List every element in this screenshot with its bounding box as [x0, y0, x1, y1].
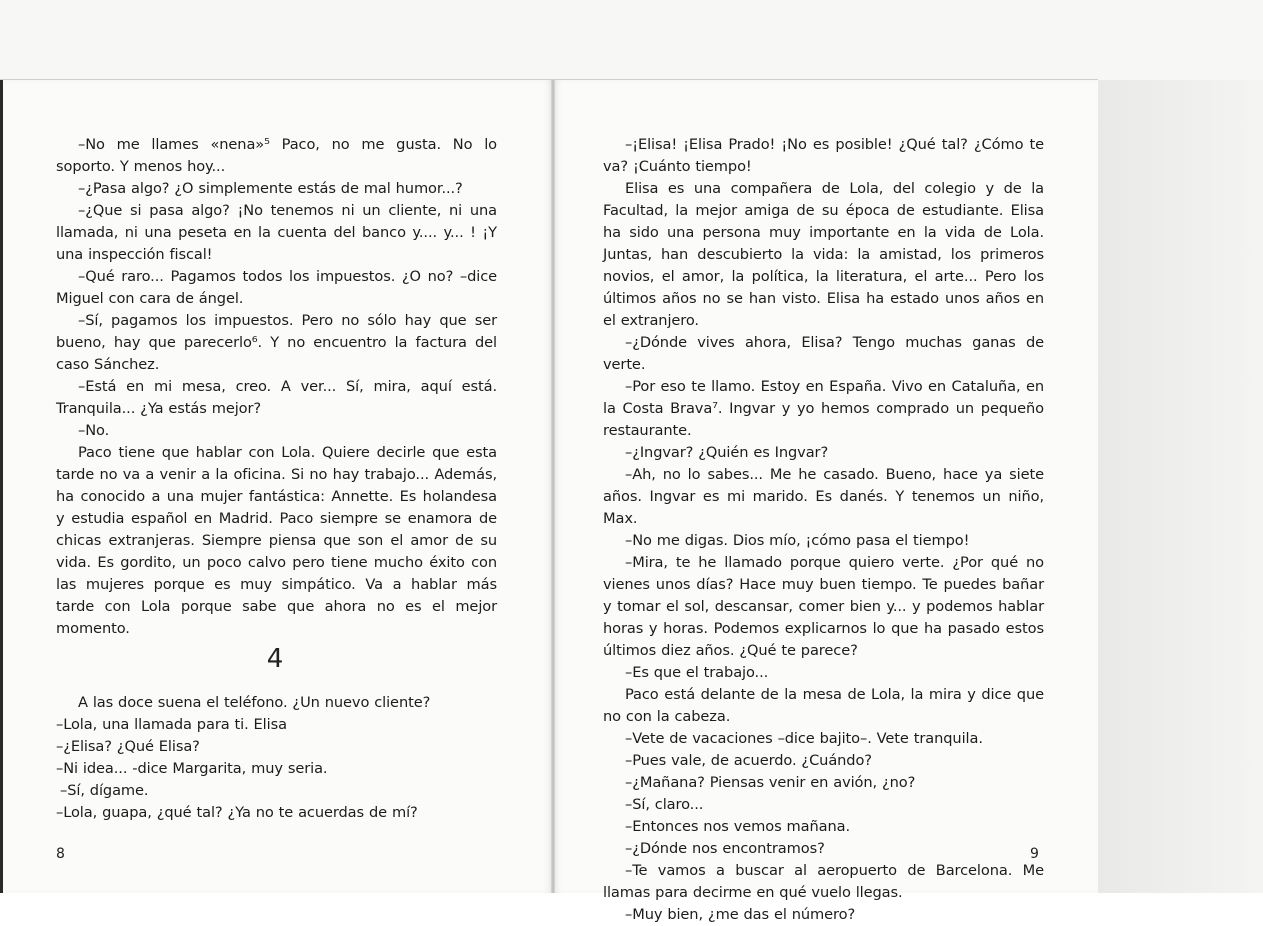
right-page-text [603, 134, 1044, 926]
chapter-number: 4 [266, 644, 284, 674]
paragraph: –¿Dónde nos encontramos? [625, 840, 825, 857]
paragraph: –¿Pasa algo? ¿O simplemente estás de mal humor...? [78, 180, 463, 197]
page-number-left: 8 [56, 846, 65, 862]
paragraph: –Está en mi mesa, creo. A ver... Sí, mira, aquí está. Tranquila... ¿Ya estás mejor? [56, 378, 497, 417]
paragraph: –Entonces nos vemos mañana. [625, 818, 851, 835]
paragraph: –Pues vale, de acuerdo. ¿Cuándo? [625, 752, 872, 769]
paragraph: –Sí, claro... [625, 796, 704, 813]
paragraph: Paco está delante de la mesa de Lola, la mira y dice que no con la cabeza. [603, 686, 1044, 725]
paragraph: –Ah, no lo sabes... Me he casado. Bueno, hace ya siete años. Ingvar es mi marido. Es danés. Y tenemos un niño, Max. [603, 466, 1044, 527]
page-number-right: 9 [1030, 846, 1039, 862]
paragraph: –Por eso te llamo. Estoy en España. Vivo en Cataluña, en la Costa Brava⁷. Ingvar y yo hemos comprado un pequeño restaurante. [603, 378, 1044, 439]
left-binding-edge [0, 80, 3, 893]
paragraph: –Ni idea... -dice Margarita, muy seria. [56, 760, 328, 777]
paragraph: –Muy bien, ¿me das el número? [625, 906, 856, 923]
paragraph: –Sí, pagamos los impuestos. Pero no sólo hay que ser bueno, hay que parecerlo⁶. Y no encuentro la factura del caso Sánchez. [56, 312, 497, 373]
paragraph: –No me llames «nena»⁵ Paco, no me gusta. No lo soporto. Y menos hoy... [56, 136, 497, 175]
paragraph: A las doce suena el teléfono. ¿Un nuevo cliente? [78, 694, 431, 711]
paragraph: –Es que el trabajo... [625, 664, 769, 681]
paragraph: –Vete de vacaciones –dice bajito–. Vete tranquila. [625, 730, 983, 747]
left-page-text-top [56, 134, 497, 640]
paragraph: –Lola, guapa, ¿qué tal? ¿Ya no te acuerdas de mí? [56, 804, 418, 821]
paragraph: –¿Que si pasa algo? ¡No tenemos ni un cliente, ni una llamada, ni una peseta en la cuenta del banco y.... y... ! ¡Y una inspección fiscal! [56, 202, 497, 263]
paragraph: –¿Dónde vives ahora, Elisa? Tengo muchas ganas de verte. [603, 334, 1044, 373]
paragraph: –No me digas. Dios mío, ¡cómo pasa el tiempo! [625, 532, 970, 549]
paragraph: –¿Mañana? Piensas venir en avión, ¿no? [625, 774, 916, 791]
paragraph: –¡Elisa! ¡Elisa Prado! ¡No es posible! ¿Qué tal? ¿Cómo te va? ¡Cuánto tiempo! [603, 136, 1044, 175]
left-page-text-bottom [56, 692, 456, 824]
paragraph: Elisa es una compañera de Lola, del colegio y de la Facultad, la mejor amiga de su época de estudiante. Elisa ha sido una persona muy importante en la vida de Lola. Juntas, han descubierto la vida: la amistad, los primeros novios, el amor, la política, la literatura, el arte... Pero los últimos años no se han visto. Elisa ha estado unos años en el extranjero. [603, 180, 1044, 329]
book-gutter [551, 80, 555, 893]
paragraph: Paco tiene que hablar con Lola. Quiere decirle que esta tarde no va a venir a la oficina. Si no hay trabajo... Además, ha conocido a una mujer fantástica: Annette. Es holandesa y estudia español en Madrid. Paco siempre se enamora de chicas extranjeras. Siempre piensa que son el amor de su vida. Es gordito, un poco calvo pero tiene mucho éxito con las mujeres porque es muy simpático. Va a hablar más tarde con Lola porque sabe que ahora no es el mejor momento. [56, 444, 497, 637]
paragraph: –Lola, una llamada para ti. Elisa [56, 716, 287, 733]
paragraph: –¿Elisa? ¿Qué Elisa? [56, 738, 200, 755]
paragraph: –Te vamos a buscar al aeropuerto de Barcelona. Me llamas para decirme en qué vuelo llegas. [603, 862, 1044, 901]
paragraph: –¿Ingvar? ¿Quién es Ingvar? [625, 444, 829, 461]
paragraph: –Qué raro... Pagamos todos los impuestos. ¿O no? –dice Miguel con cara de ángel. [56, 268, 497, 307]
paragraph: –No. [78, 422, 110, 439]
paragraph: –Mira, te he llamado porque quiero verte. ¿Por qué no vienes unos días? Hace muy buen tiempo. Te puedes bañar y tomar el sol, descansar, comer bien y... y podemos hablar horas y horas. Podemos explicarnos lo que ha pasado estos últimos diez años. ¿Qué te parece? [603, 554, 1044, 659]
paragraph: –Sí, dígame. [60, 782, 149, 799]
right-scan-margin [1098, 80, 1263, 893]
